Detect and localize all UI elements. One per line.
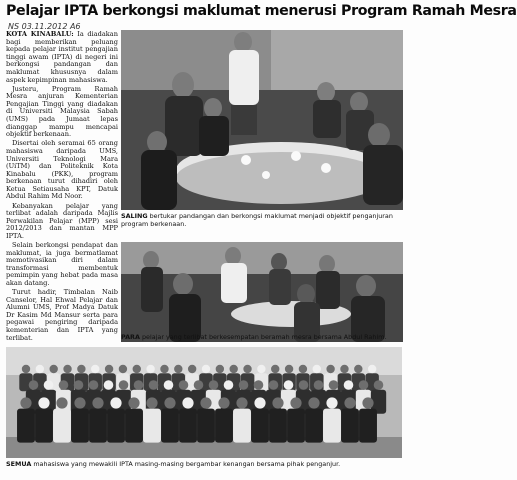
paragraph-1 xyxy=(6,31,118,84)
caption-3-lead: SEMUA xyxy=(6,460,32,468)
caption-1-lead: SALING xyxy=(121,212,148,220)
article-body xyxy=(6,31,118,375)
paragraph-1-text: Ia diadakan bagi memberikan peluang kepada pelajar institut pengajian tinggi awam (IPTA) di negeri ini berkongsi pandangan dan maklumat khususnya dalam aspek kepimpinan mahasiswa. xyxy=(6,30,118,84)
article-headline: Pelajar IPTA berkongsi maklumat menerusi Program Ramah Mesra xyxy=(6,3,517,19)
caption-1-text: bertukar pandangan dan berkongsi maklumat menjadi objektif penganjuran program berkenaan. xyxy=(121,212,393,228)
paragraph-3: Disertai oleh seramai 65 orang mahasiswa daripada UMS, Universiti Teknologi Mara (UiTM) dan Politeknik Kota Kinabalu (PKK), program berkenaan turut dihadiri oleh Ketua Setiausaha KPT, Datuk Abdul Rahim Md Noor. xyxy=(6,139,118,201)
caption-photo-3 xyxy=(6,460,404,470)
paragraph-5: Selain berkongsi pendapat dan maklumat, ia juga bermatlamat memotivasikan diri dalam transformasi membentuk pemimpin yang hebat pada masa akan datang. xyxy=(6,241,118,287)
paragraph-6: Turut hadir, Timbalan Naib Canselor, Hal Ehwal Pelajar dan Alumni UMS, Prof Madya Datuk Dr Kasim Md Mansur serta para pegawai pengiring daripada kementerian dan IPTA yang terlibat. xyxy=(6,288,118,342)
caption-photo-2 xyxy=(121,333,403,341)
dateline: KOTA KINABALU: xyxy=(6,30,74,38)
paragraph-4: Kebanyakan pelajar yang terlibat adalah daripada Majlis Perwakilan Pelajar (MPP) sesi 2012/2013 dan mantan MPP IPTA. xyxy=(6,201,118,240)
photo-roundtable-discussion xyxy=(121,30,403,210)
photo-group xyxy=(6,347,402,458)
handwritten-date-note: NS 03.11.2012 A6 xyxy=(8,22,81,31)
photo-students-chatting xyxy=(121,242,403,342)
caption-photo-1 xyxy=(121,212,403,232)
caption-3-text: mahasiswa yang mewakili IPTA masing-masing bergambar kenangan bersama pihak penganjur. xyxy=(31,460,341,468)
paragraph-2: Justeru, Program Ramah Mesra anjuran Kementerian Pengajian Tinggi yang diadakan di Universiti Malaysia Sabah (UMS) pada Jumaat lepas dianggap mampu mencapai objektif berkenaan. xyxy=(6,84,118,139)
caption-2-text: pelajar yang terlibat berkesempatan beramah mesra bersama Abdul Rahim. xyxy=(139,333,387,341)
caption-2-lead: PARA xyxy=(121,333,140,341)
